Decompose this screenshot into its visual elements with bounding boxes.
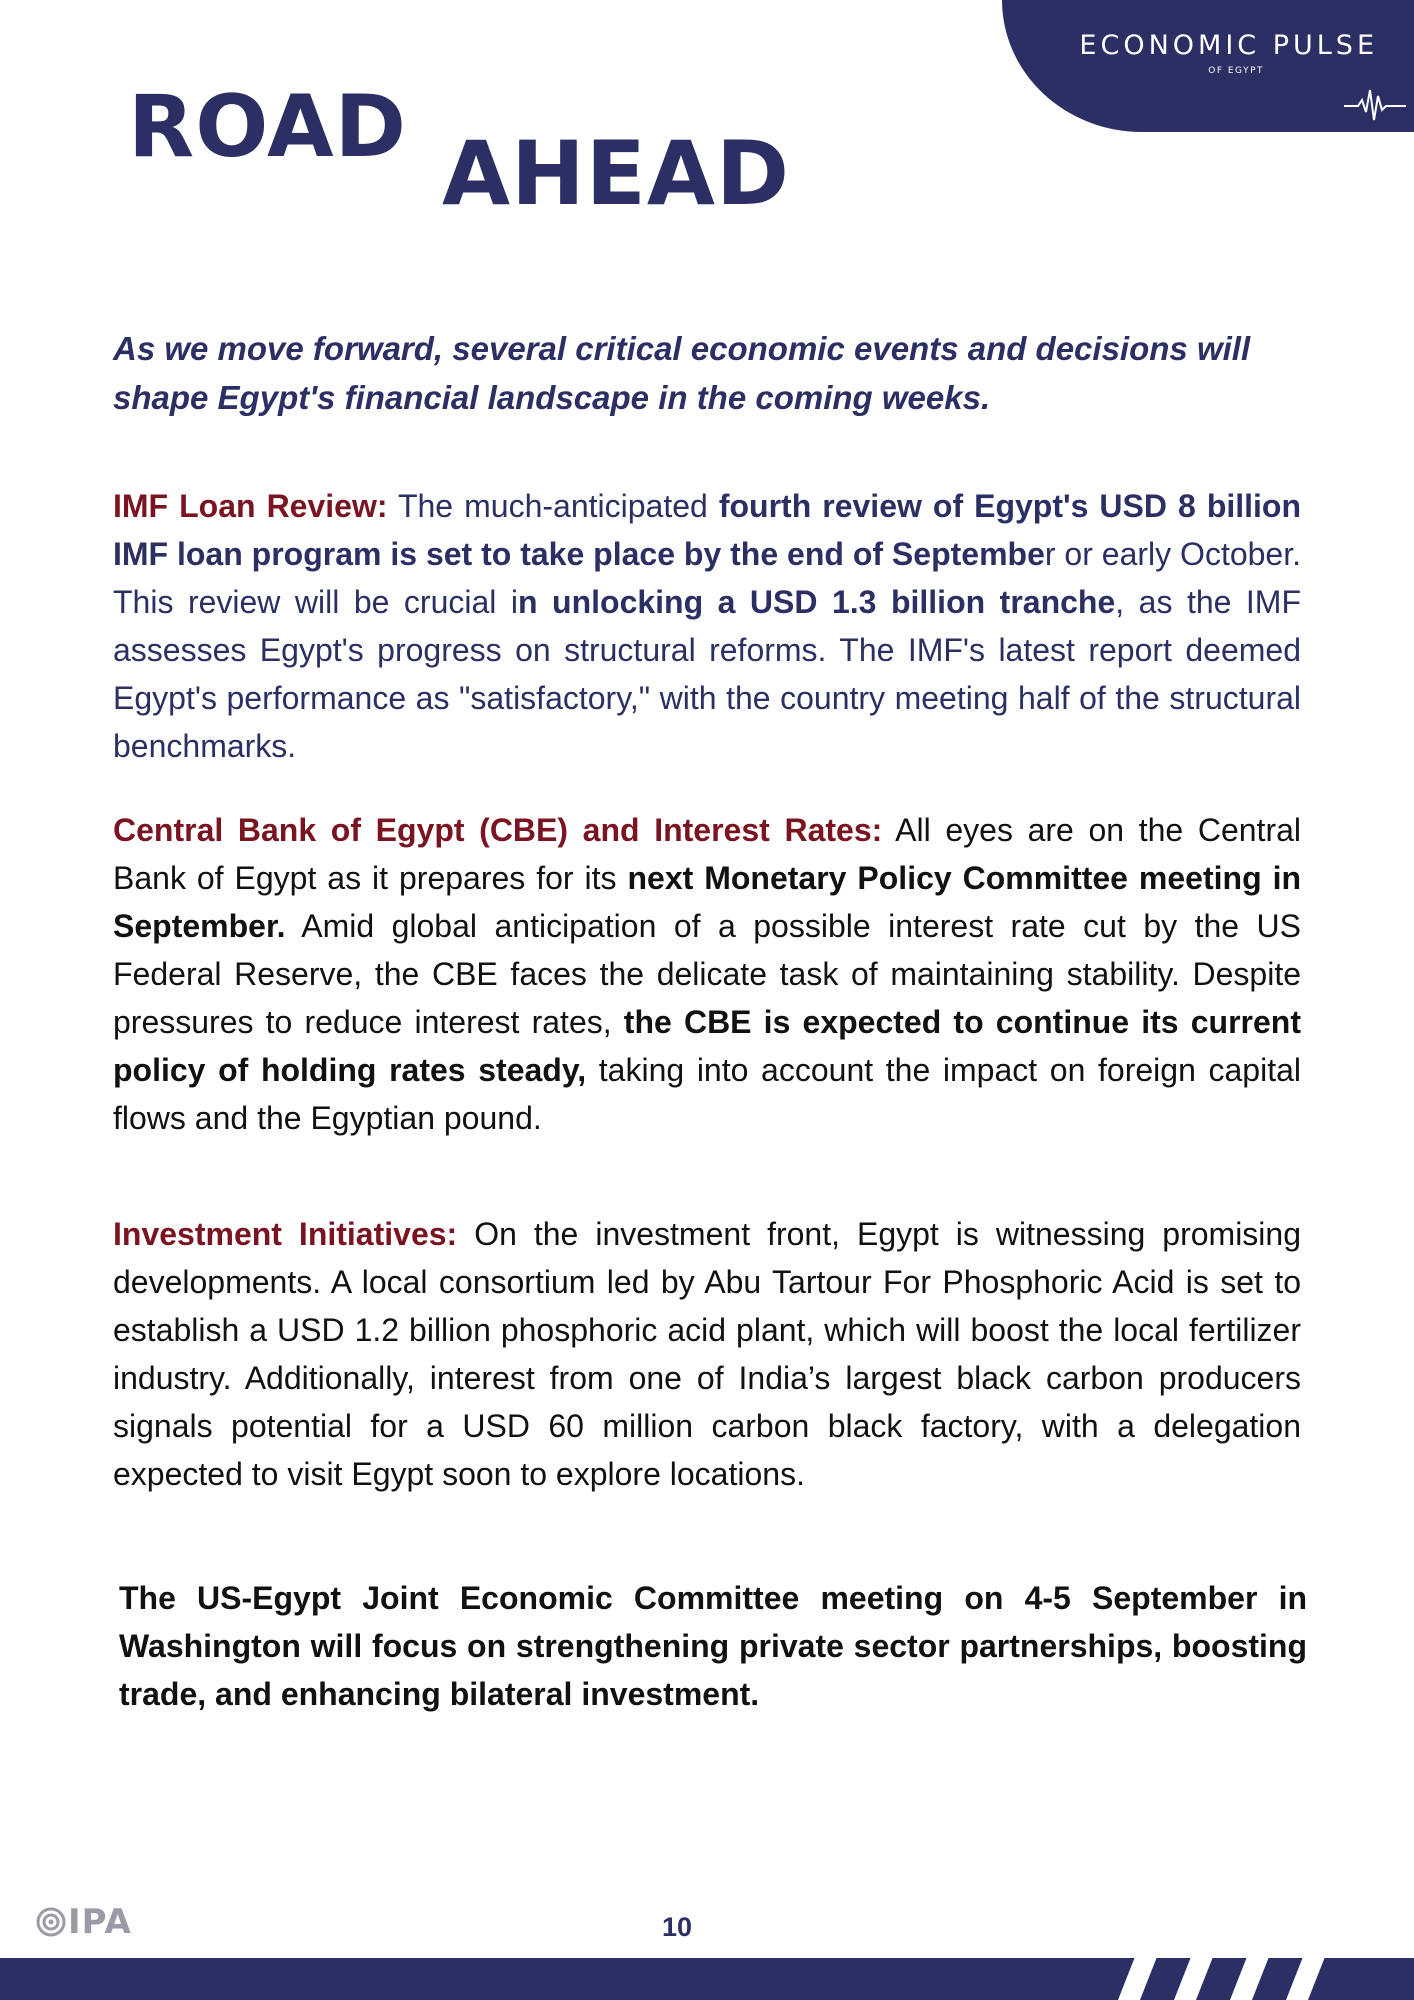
logo-text: IPA	[68, 1902, 132, 1942]
section-highlight: n unlocking a USD 1.3 billion tranche	[518, 584, 1116, 620]
section-text: , as the IMF assesses Egypt's progress on structural reforms. The IMF's latest report deemed Egypt's performance as "satisfactory," with the country meeting half of the structural benchmarks.	[113, 584, 1302, 764]
ipa-logo-icon	[36, 1907, 66, 1937]
intro-paragraph: As we move forward, several critical economic events and decisions will shape Egypt's financial landscape in the coming weeks.	[113, 330, 1251, 416]
section-heading-cbe: Central Bank of Egypt (CBE) and Interest Rates:	[113, 812, 883, 848]
section-text: On the investment front, Egypt is witnessing promising developments. A local consortium led by Abu Tartour For Phosphoric Acid is set to establish a USD 1.2 billion phosphoric acid plant, which will boost the local fertilizer industry. Additionally, interest from one of India’s largest black carbon producers signals potential for a USD 60 million carbon black factory, with a delegation expected to visit Egypt soon to explore locations.	[113, 1216, 1302, 1492]
section-text: The much-anticipated	[387, 488, 719, 524]
section-text: taking into account the impact on foreign capital flows and the Egyptian pound.	[113, 1052, 1302, 1136]
page-title-road: ROAD	[128, 77, 407, 177]
section-text: Amid global anticipation of a possible interest rate cut by the US Federal Reserve, the CBE faces the delicate task of maintaining stability. Despite pressures to reduce interest rates,	[113, 908, 1301, 1040]
section-cbe-interest-rates	[113, 806, 1301, 1142]
section-highlight: the CBE is expected to continue its current policy of holding rates steady,	[113, 1004, 1302, 1088]
section-heading-investment: Investment Initiatives:	[113, 1216, 458, 1252]
section-text: All eyes are on the Central Bank of Egypt as it prepares for its	[113, 812, 1302, 896]
brand-title: ECONOMIC PULSE	[1079, 30, 1378, 61]
ipa-logo	[36, 1902, 132, 1942]
heartbeat-pulse-icon	[1344, 84, 1406, 124]
section-heading-imf: IMF Loan Review:	[113, 488, 388, 524]
section-investment-initiatives	[113, 1210, 1301, 1498]
section-highlight: fourth review of Egypt's USD 8 billion IMF loan program is set to take place by the end of Septembe	[113, 488, 1302, 572]
section-highlight: next Monetary Policy Committee meeting in September.	[113, 860, 1302, 944]
closing-statement: The US-Egypt Joint Economic Committee meeting on 4-5 September in Washington will focus on strengthening private sector partnerships, boosting trade, and enhancing bilateral investment.	[119, 1580, 1307, 1712]
section-imf-loan-review	[113, 482, 1301, 770]
footer-stripes-decoration	[1100, 1944, 1414, 2000]
brand-subtitle: OF EGYPT	[1208, 66, 1264, 76]
section-text: r or early October. This review will be crucial i	[113, 536, 1302, 620]
page-number: 10	[661, 1912, 693, 1942]
page-title-ahead: AHEAD	[442, 122, 791, 225]
header-corner-banner	[1002, 0, 1414, 132]
